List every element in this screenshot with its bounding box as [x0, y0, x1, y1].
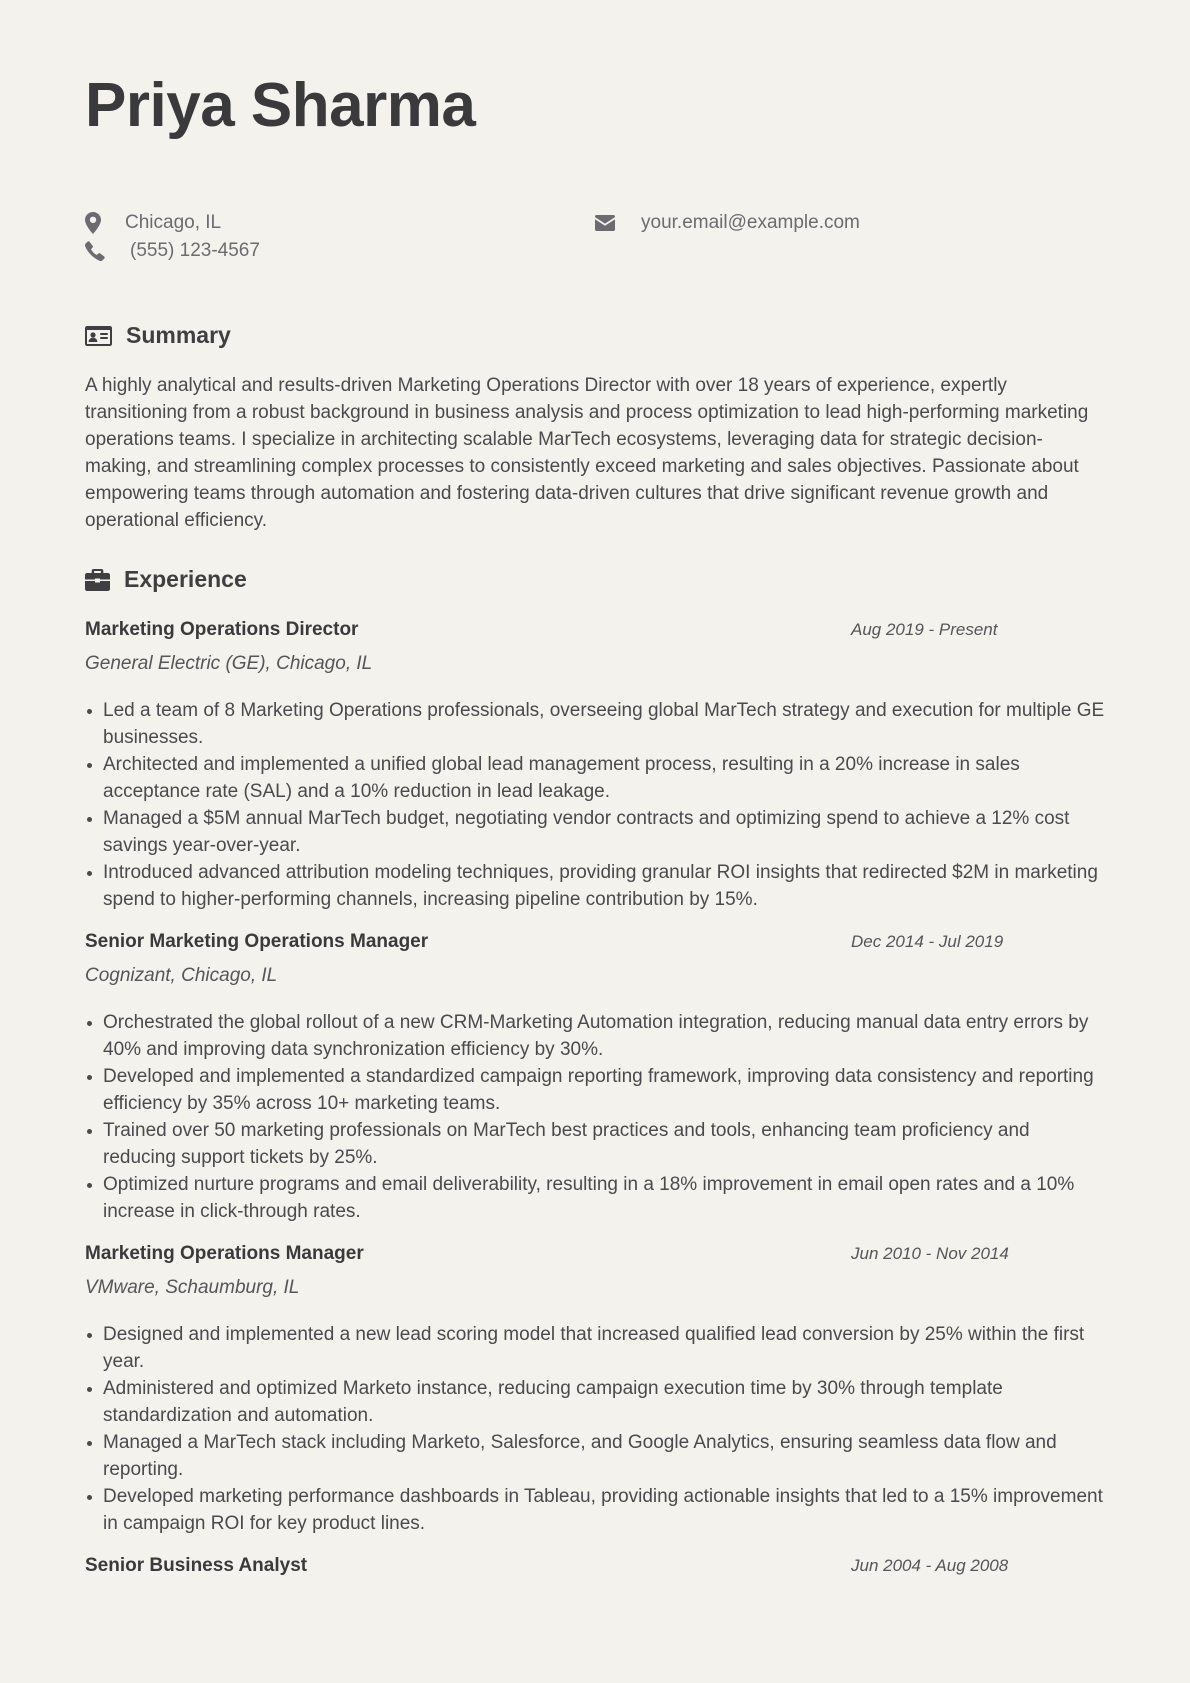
job-dates: Jun 2004 - Aug 2008 [851, 1556, 1009, 1575]
job-bullets [85, 697, 1105, 913]
list-item: Developed marketing performance dashboards in Tableau, providing actionable insights that led to a 15% improvement in campaign ROI for key product lines. [85, 1483, 1105, 1537]
briefcase-icon [85, 569, 110, 591]
contact-email [595, 212, 860, 234]
envelope-icon [595, 215, 615, 231]
job-title: Marketing Operations Manager [85, 1243, 364, 1264]
job-entry [85, 1241, 1105, 1537]
job-company: VMware, Schaumburg, IL [85, 1277, 300, 1298]
job-title: Senior Marketing Operations Manager [85, 931, 429, 952]
job-company: Cognizant, Chicago, IL [85, 965, 278, 986]
job-bullets [85, 1321, 1105, 1537]
list-item: Developed and implemented a standardized campaign reporting framework, improving data consistency and reporting efficiency by 35% across 10+ marketing teams. [85, 1063, 1105, 1117]
list-item: Trained over 50 marketing professionals on MarTech best practices and tools, enhancing team proficiency and reducing support tickets by 25%. [85, 1117, 1105, 1171]
list-item: Orchestrated the global rollout of a new CRM-Marketing Automation integration, reducing manual data entry errors by 40% and improving data synchronization efficiency by 30%. [85, 1009, 1105, 1063]
list-item: Managed a $5M annual MarTech budget, negotiating vendor contracts and optimizing spend to achieve a 12% cost savings year-over-year. [85, 805, 1105, 859]
candidate-name: Priya Sharma [85, 71, 476, 140]
job-bullets [85, 1009, 1105, 1225]
experience-heading-text: Experience [124, 566, 247, 592]
phone-icon [85, 241, 105, 261]
phone-text: (555) 123-4567 [130, 240, 260, 261]
job-dates: Jun 2010 - Nov 2014 [851, 1244, 1009, 1263]
list-item: Administered and optimized Marketo instance, reducing campaign execution time by 30% through template standardization and automation. [85, 1375, 1105, 1429]
summary-heading-text: Summary [126, 322, 231, 348]
job-dates: Aug 2019 - Present [851, 620, 998, 639]
email-text[interactable]: your.email@example.com [641, 212, 860, 233]
job-title: Senior Business Analyst [85, 1555, 308, 1576]
contact-location [85, 212, 221, 234]
job-title: Marketing Operations Director [85, 619, 359, 640]
list-item: Introduced advanced attribution modeling techniques, providing granular ROI insights that redirected $2M in marketing spend to higher-performing channels, increasing pipeline contribution by 15%. [85, 859, 1105, 913]
job-entry [85, 617, 1105, 913]
list-item: Architected and implemented a unified global lead management process, resulting in a 20% increase in sales acceptance rate (SAL) and a 10% reduction in lead leakage. [85, 751, 1105, 805]
map-pin-icon [85, 212, 101, 234]
contact-phone [85, 240, 260, 262]
experience-heading [85, 566, 247, 593]
job-company: General Electric (GE), Chicago, IL [85, 653, 373, 674]
id-card-icon [85, 326, 112, 346]
job-entry [85, 929, 1105, 1225]
job-dates: Dec 2014 - Jul 2019 [851, 932, 1004, 951]
list-item: Optimized nurture programs and email deliverability, resulting in a 18% improvement in email open rates and a 10% increase in click-through rates. [85, 1171, 1105, 1225]
job-entry [85, 1553, 1105, 1579]
summary-text: A highly analytical and results-driven Marketing Operations Director with over 18 years of experience, expertly transitioning from a robust background in business analysis and process optimization to lead high-performing marketing operations teams. I specialize in architecting scalable MarTech ecosystems, leveraging data for strategic decision-making, and streamlining complex processes to consistently exceed marketing and sales objectives. Passionate about empowering teams through automation and fostering data-driven cultures that drive significant revenue growth and operational efficiency. [85, 375, 1089, 531]
location-text: Chicago, IL [125, 212, 222, 233]
list-item: Managed a MarTech stack including Marketo, Salesforce, and Google Analytics, ensuring seamless data flow and reporting. [85, 1429, 1105, 1483]
list-item: Designed and implemented a new lead scoring model that increased qualified lead conversion by 25% within the first year. [85, 1321, 1105, 1375]
list-item: Led a team of 8 Marketing Operations professionals, overseeing global MarTech strategy and execution for multiple GE businesses. [85, 697, 1105, 751]
summary-heading [85, 322, 231, 349]
